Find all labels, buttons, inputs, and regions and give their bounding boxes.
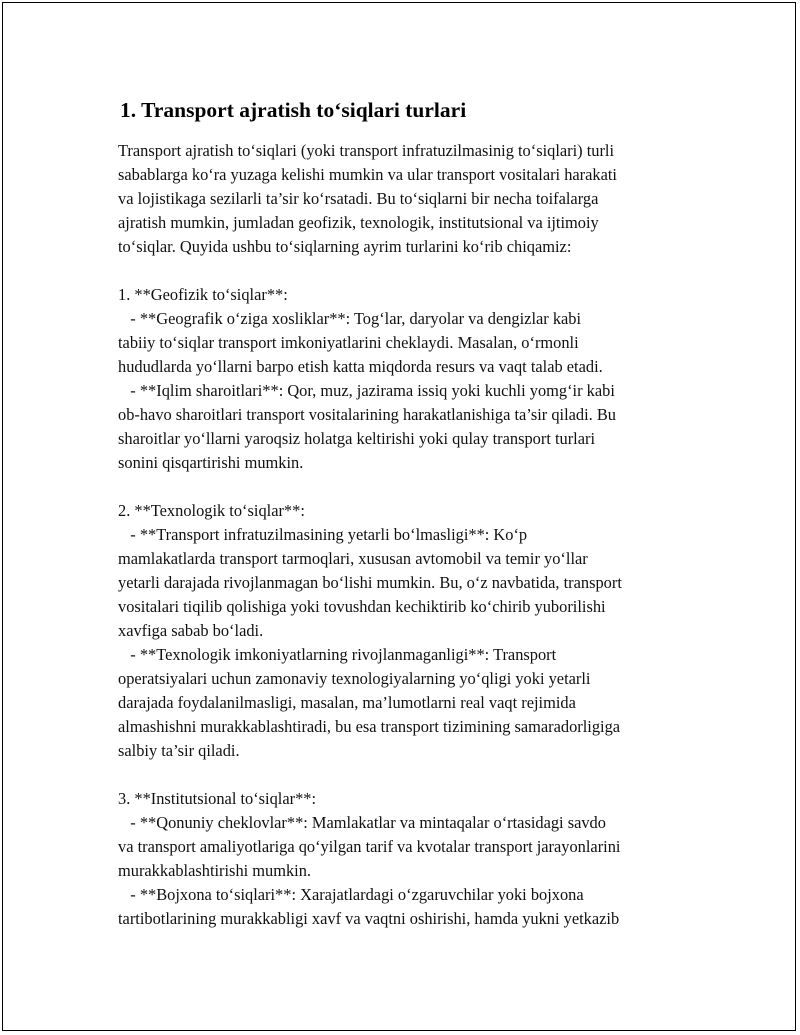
paragraph-gap	[118, 475, 698, 499]
paragraph-gap	[118, 763, 698, 787]
intro-paragraph: Transport ajratish to‘siqlari (yoki transport infratuzilmasinig to‘siqlari) turli sabablarga ko‘ra yuzaga kelishi mumkin va ular transport vositalari harakati va lojistikaga sezilarli ta’sir ko‘rsatadi. Bu to‘siqlarni bir necha toifalarga ajratish mumkin, jumladan geofizik, texnologik, institutsional va ijtimoiy to‘siqlar. Quyida ushbu to‘siqlarning ayrim turlarini ko‘rib chiqamiz:	[118, 141, 617, 256]
document-content	[118, 95, 698, 931]
list-item-texnologik-imkoniyatlar: - **Texnologik imkoniyatlarning rivojlanmaganligi**: Transport operatsiyalari uchun zamonaviy texnologiyalarning yo‘qligi yoki yetarli darajada foydalanilmasligi, masalan, ma’lumotlarni real vaqt rejimida almashishni murakkablashtiradi, bu esa transport tizimining samaradorligiga salbiy ta’sir qiladi.	[118, 645, 621, 760]
section-heading-geofizik: 1. **Geofizik to‘siqlar**:	[118, 285, 288, 304]
section-heading-texnologik: 2. **Texnologik to‘siqlar**:	[118, 501, 305, 520]
section-heading-institutsional: 3. **Institutsional to‘siqlar**:	[118, 789, 317, 808]
paragraph-gap	[118, 259, 698, 283]
document-title: 1. Transport ajratish to‘siqlari turlari	[120, 98, 467, 122]
document-page	[2, 2, 796, 1031]
list-item-infratuzilma: - **Transport infratuzilmasining yetarli bo‘lmasligi**: Ko‘p mamlakatlarda transport tarmoqlari, xususan avtomobil va temir yo‘llar yetarli darajada rivojlanmagan bo‘lishi mumkin. Bu, o‘z navbatida, transport vositalari tiqilib qolishiga yoki tovushdan kechiktirib ko‘chirib yuborilishi xavfiga sabab bo‘ladi.	[118, 525, 622, 640]
list-item-qonuniy: - **Qonuniy cheklovlar**: Mamlakatlar va mintaqalar o‘rtasidagi savdo va transport amaliyotlariga qo‘yilgan tarif va kvotalar transport jarayonlarini murakkablashtirishi mumkin.	[118, 813, 621, 880]
list-item-iqlim: - **Iqlim sharoitlari**: Qor, muz, jazirama issiq yoki kuchli yomg‘ir kabi ob-havo sharoitlari transport vositalarining harakatlanishiga ta’sir qiladi. Bu sharoitlar yo‘llarni yaroqsiz holatga keltirishi yoki qulay transport turlari sonini qisqartirishi mumkin.	[118, 381, 616, 472]
list-item-bojxona: - **Bojxona to‘siqlari**: Xarajatlardagi o‘zgaruvchilar yoki bojxona tartibotlarining murakkabligi xavf va vaqtni oshirishi, hamda yukni yetkazib	[118, 885, 620, 928]
list-item-geografik: - **Geografik o‘ziga xosliklar**: Tog‘lar, daryolar va dengizlar kabi tabiiy to‘siqlar transport imkoniyatlarini cheklaydi. Masalan, o‘rmonli hududlarda yo‘llarni barpo etish katta miqdorda resurs va vaqt talab etadi.	[118, 309, 603, 376]
